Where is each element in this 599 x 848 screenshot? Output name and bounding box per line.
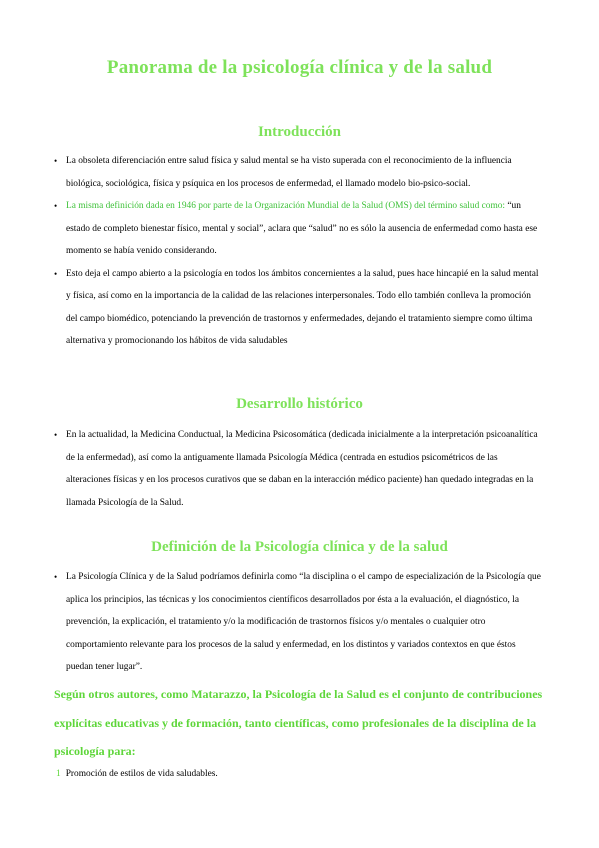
list-item bbox=[54, 195, 544, 263]
intro-bullet-list bbox=[54, 150, 544, 353]
list-item bbox=[54, 424, 544, 514]
number-marker: 1 bbox=[56, 769, 61, 779]
bullet-icon: • bbox=[54, 201, 58, 211]
bullet-icon: • bbox=[54, 156, 58, 166]
bullet-icon: • bbox=[54, 268, 58, 279]
numbered-item-text: Promoción de estilos de vida saludables. bbox=[65, 769, 218, 779]
highlighted-text: La misma definición dada en 1946 por parte de la Organización Mundial de la Salud (OMS) del término salud como: bbox=[66, 201, 506, 211]
history-bullet-list bbox=[54, 424, 544, 514]
section-heading-definicion: Definición de la Psicología clínica y de la salud bbox=[151, 539, 448, 555]
list-item-text: La obsoleta diferenciación entre salud física y salud mental se ha visto superada con el reconocimiento de la influencia biológica, sociológica, física y psíquica en los procesos de enfermedad, el llamado modelo bio-psico-social. bbox=[66, 156, 512, 189]
list-item-text: “un estado de completo bienestar físico, mental y social”, aclara que “salud” no es sólo la ausencia de enfermedad como hasta ese momento se había venido considerando. bbox=[66, 201, 538, 256]
bullet-icon: • bbox=[54, 430, 58, 440]
list-item-text: La Psicología Clínica y de la Salud podríamos definirla como “la disciplina o el campo de especialización de la Psicología que aplica los principios, las técnicas y los conocimientos científicos desarrollados por ésta a la evaluación, el diagnóstico, la prevención, la explicación, el tratamiento y/o la modificación de trastornos físicos y/o mentales o cualquier otro comportamiento relevante para los procesos de la salud y enfermedad, en los distintos y variados contextos en que éstos puedan tener lugar”. bbox=[66, 572, 541, 672]
list-item bbox=[54, 566, 544, 679]
bullet-icon: • bbox=[54, 572, 58, 582]
document-title: Panorama de la psicología clínica y de la salud bbox=[106, 57, 493, 78]
definition-bullet-list bbox=[54, 566, 544, 679]
matarazzo-paragraph: Según otros autores, como Matarazzo, la Psicología de la Salud es el conjunto de contribuciones explícitas educativas y de formación, tanto científicas, como profesionales de la disciplina de la psicología para: bbox=[54, 687, 543, 758]
numbered-list bbox=[56, 769, 218, 779]
section-heading-introduccion: Introducción bbox=[257, 124, 342, 140]
numbered-list-item bbox=[56, 769, 218, 779]
list-item bbox=[54, 150, 544, 195]
section-heading-desarrollo: Desarrollo histórico bbox=[236, 396, 363, 412]
list-item-text: En la actualidad, la Medicina Conductual, la Medicina Psicosomática (dedicada inicialmente a la interpretación psicoanalítica de la enfermedad), así como la antiguamente llamada Psicología Médica (centrada en estudios psicométricos de las alteraciones físicas y en los procesos curativos que se daban en la interacción médico paciente) han quedado integradas en la llamada Psicología de la Salud. bbox=[66, 430, 538, 508]
list-item bbox=[54, 263, 544, 353]
list-item-text: Esto deja el campo abierto a la psicología en todos los ámbitos concernientes a la salud, pues hace hincapié en la salud mental y física, así como en la importancia de la calidad de las relaciones interpersonales. Todo ello también conlleva la promoción del campo biomédico, potenciando la prevención de trastornos y enfermedades, dejando el tratamiento siempre como última alternativa y promocionando los hábitos de vida saludables bbox=[66, 268, 539, 346]
